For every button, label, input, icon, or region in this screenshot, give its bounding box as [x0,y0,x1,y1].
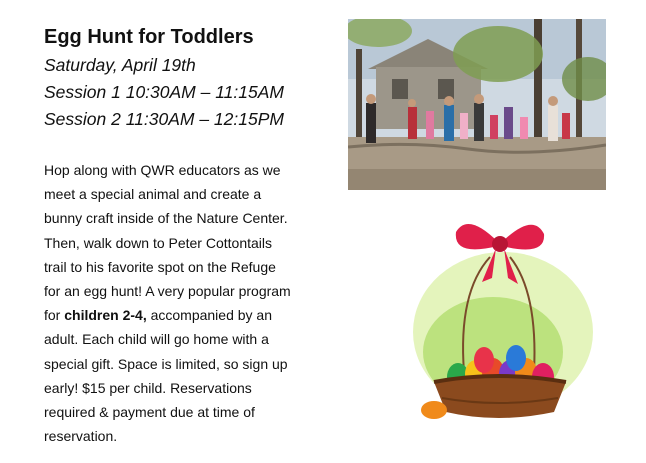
easter-basket-illustration [398,212,598,432]
session-2-time: Session 2 11:30AM – 12:15PM [44,109,284,129]
description-line: trail to his favorite spot on the Refuge [44,258,276,275]
description-line: Then, walk down to Peter Cottontails [44,234,273,251]
event-description [44,158,324,448]
description-line: special gift. Space is limited, so sign up [44,355,288,372]
event-date: Saturday, April 19th [44,55,196,75]
egg-hunt-photo [348,19,606,190]
description-line: adult. Each child will go home with a [44,331,269,348]
session-1-time: Session 1 10:30AM – 11:15AM [44,82,284,102]
age-group: children 2-4, [64,307,147,324]
description-line-age [44,303,324,327]
description-line: reservation. [44,428,118,445]
description-line: meet a special animal and create a [44,186,262,203]
description-line: for an egg hunt! A very popular program [44,283,291,300]
for-suffix: accompanied by an [146,307,273,324]
description-line: bunny craft inside of the Nature Center. [44,210,288,227]
for-prefix: for [44,307,65,324]
event-title: Egg Hunt for Toddlers [44,26,254,48]
description-line: early! $15 per child. Reservations [44,379,252,396]
description-line: required & payment due at time of [44,404,255,421]
description-line: Hop along with QWR educators as we [44,162,281,178]
